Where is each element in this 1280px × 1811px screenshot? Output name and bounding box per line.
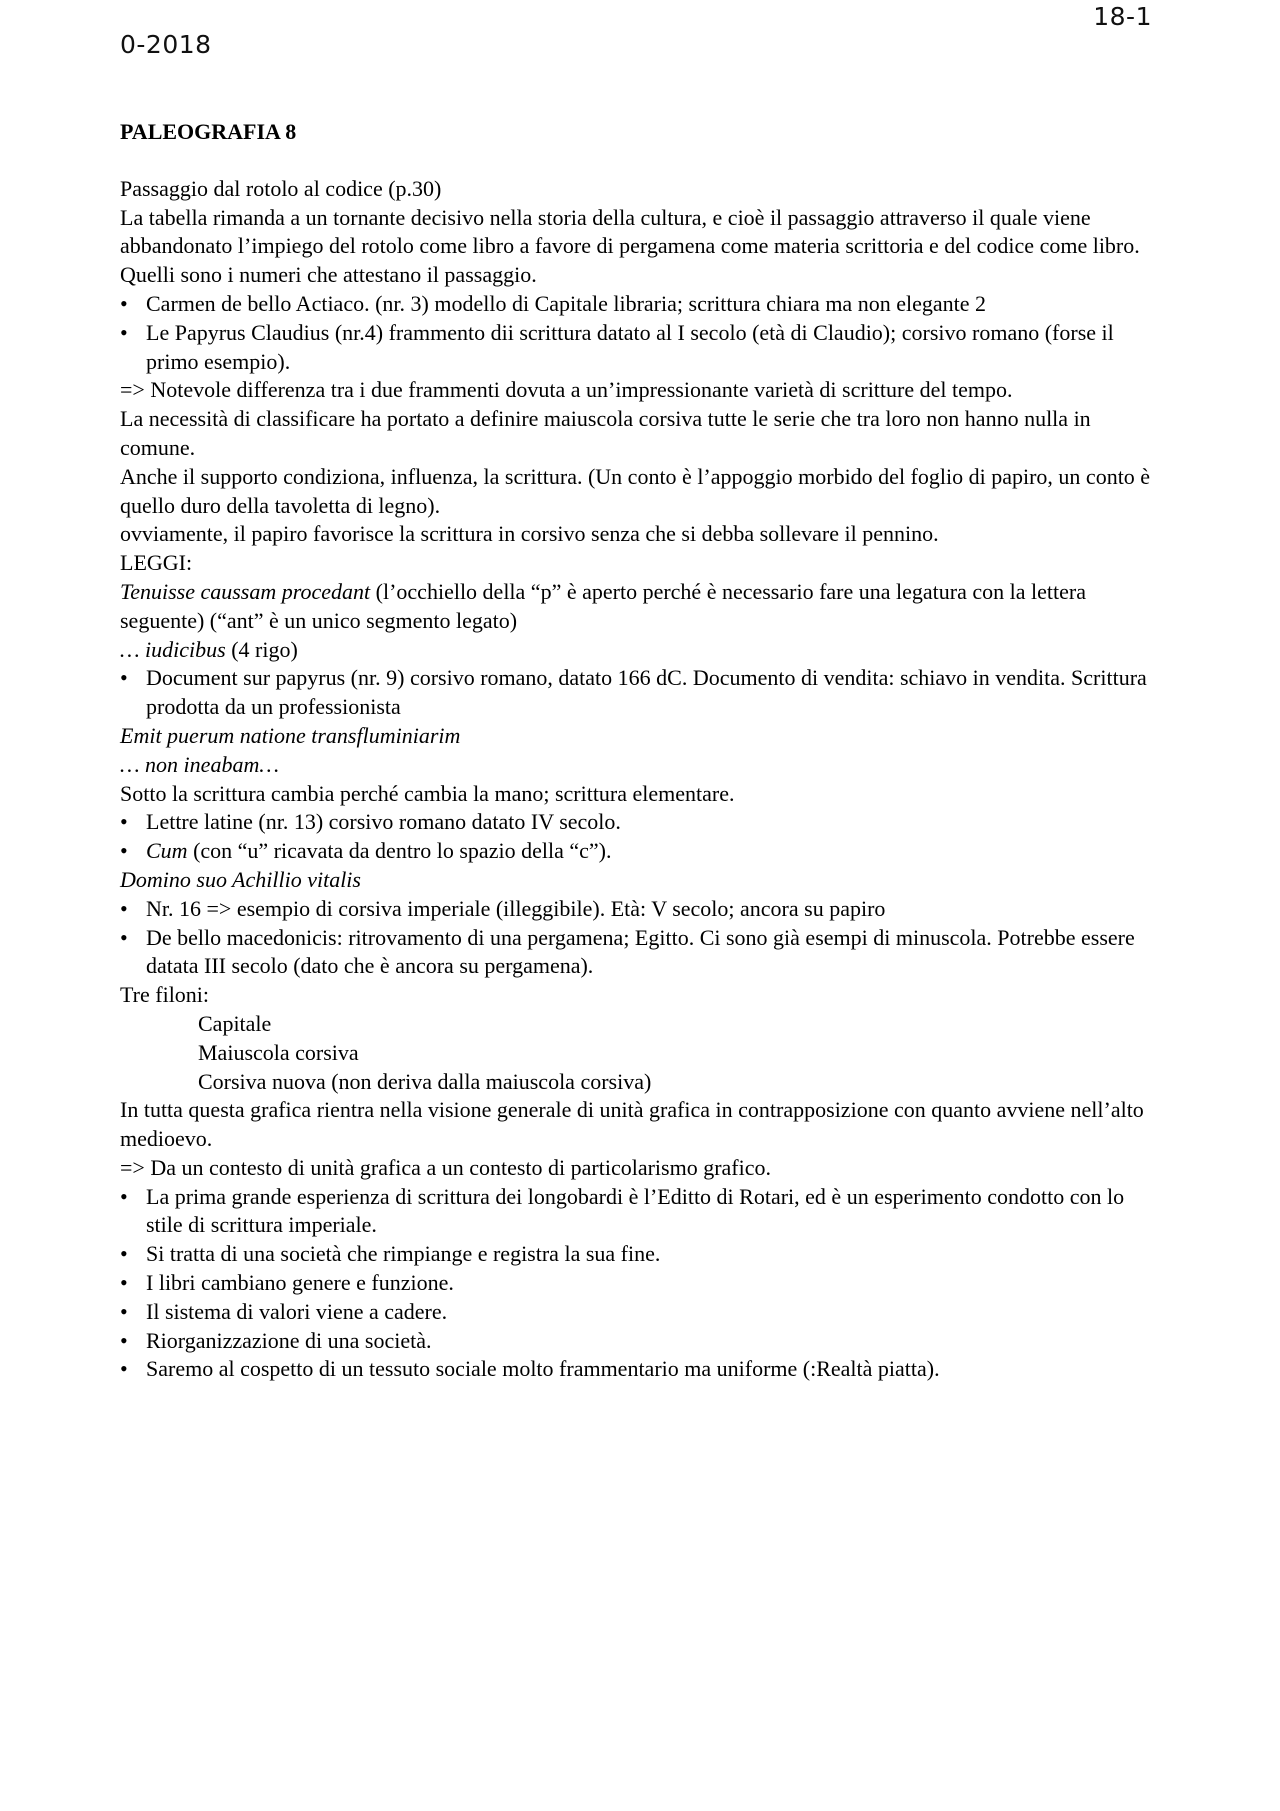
bullet-icon: • <box>120 809 128 835</box>
bullet-text: Saremo al cospetto di un tessuto sociale molto frammentario ma uniforme (:Realtà piatta). <box>146 1356 940 1382</box>
bullet-item <box>120 1327 1160 1356</box>
header-page-number: 18-1 <box>1093 2 1152 31</box>
bullet-item <box>120 808 1160 837</box>
bullet-icon: • <box>120 838 128 864</box>
indented-item: Corsiva nuova (non deriva dalla maiuscola corsiva) <box>198 1068 652 1094</box>
document-body <box>120 118 1160 1384</box>
paragraph: Sotto la scrittura cambia perché cambia la mano; scrittura elementare. <box>120 780 735 806</box>
bullet-item <box>120 1298 1160 1327</box>
bullet-text: Document sur papyrus (nr. 9) corsivo romano, datato 166 dC. Documento di vendita: schiavo in vendita. Scrittura prodotta da un professionista <box>146 665 1147 720</box>
bullet-text: Le Papyrus Claudius (nr.4) frammento dii scrittura datato al I secolo (età di Claudio); corsivo romano (forse il primo esempio). <box>146 319 1114 374</box>
bullet-text: (con “u” ricavata da dentro lo spazio della “c”). <box>187 838 612 864</box>
bullet-text: De bello macedonicis: ritrovamento di una pergamena; Egitto. Ci sono già esempi di minuscola. Potrebbe essere datata III secolo (dato che è ancora su pergamena). <box>146 924 1135 979</box>
paragraph-text: (4 rigo) <box>225 636 298 662</box>
bullet-item <box>120 1183 1160 1241</box>
bullet-icon: • <box>120 665 128 691</box>
bullet-icon: • <box>120 1298 128 1324</box>
header-date: 0-2018 <box>120 30 212 59</box>
bullet-item <box>120 290 1160 319</box>
paragraph: In tutta questa grafica rientra nella visione generale di unità grafica in contrapposizione con quanto avviene nell’alto medioevo. <box>120 1097 1144 1152</box>
bullet-item <box>120 1355 1160 1384</box>
bullet-icon: • <box>120 1241 128 1267</box>
bullet-item <box>120 924 1160 982</box>
bullet-item <box>120 1269 1160 1298</box>
paragraph: => Notevole differenza tra i due frammenti dovuta a un’impressionante varietà di scritture del tempo. <box>120 377 1013 403</box>
bullet-icon: • <box>120 924 128 950</box>
bullet-item <box>120 895 1160 924</box>
bullet-item <box>120 664 1160 722</box>
paragraph: La tabella rimanda a un tornante decisivo nella storia della cultura, e cioè il passaggio attraverso il quale viene abbandonato l’impiego del rotolo come libro a favore di pergamena come materia scrittoria e del codice come libro. Quelli sono i numeri che attestano il passaggio. <box>120 204 1140 288</box>
bullet-item <box>120 319 1160 377</box>
paragraph: Anche il supporto condiziona, influenza, la scrittura. (Un conto è l’appoggio morbido del foglio di papiro, un conto è quello duro della tavoletta di legno). <box>120 463 1151 518</box>
bullet-icon: • <box>120 895 128 921</box>
bullet-icon: • <box>120 319 128 345</box>
paragraph: => Da un contesto di unità grafica a un contesto di particolarismo grafico. <box>120 1154 771 1180</box>
indented-item: Capitale <box>198 1010 272 1036</box>
bullet-text: Carmen de bello Actiaco. (nr. 3) modello di Capitale libraria; scrittura chiara ma non elegante 2 <box>146 290 986 316</box>
paragraph-text: (l’occhiello della “p” è aperto perché è necessario fare una legatura con la lettera seguente) (“ant” è un unico segmento legato) <box>120 578 1086 633</box>
italic-paragraph: … non ineabam… <box>120 751 279 777</box>
paragraph: Passaggio dal rotolo al codice (p.30) <box>120 175 442 201</box>
paragraph: La necessità di classificare ha portato a definire maiuscola corsiva tutte le serie che tra loro non hanno nulla in comune. <box>120 406 1091 460</box>
italic-quote: Tenuisse caussam procedant <box>120 578 371 604</box>
bullet-text: Il sistema di valori viene a cadere. <box>146 1298 448 1324</box>
document-title: PALEOGRAFIA 8 <box>120 119 297 144</box>
bullet-icon: • <box>120 1356 128 1382</box>
paragraph: Tre filoni: <box>120 982 210 1008</box>
bullet-icon: • <box>120 1327 128 1353</box>
bullet-text: I libri cambiano genere e funzione. <box>146 1270 454 1296</box>
bullet-icon: • <box>120 1270 128 1296</box>
italic-paragraph: Domino suo Achillio vitalis <box>120 866 361 892</box>
bullet-item <box>120 837 1160 866</box>
paragraph <box>120 578 1160 636</box>
bullet-text: Lettre latine (nr. 13) corsivo romano datato IV secolo. <box>146 809 621 835</box>
bullet-text: La prima grande esperienza di scrittura dei longobardi è l’Editto di Rotari, ed è un esperimento condotto con lo stile di scrittura imperiale. <box>146 1183 1125 1238</box>
bullet-icon: • <box>120 1183 128 1209</box>
bullet-item <box>120 1240 1160 1269</box>
italic-quote: Cum <box>146 838 188 864</box>
paragraph <box>120 636 1160 665</box>
italic-quote: … iudicibus <box>120 636 226 662</box>
bullet-icon: • <box>120 290 128 316</box>
paragraph: LEGGI: <box>120 550 193 576</box>
paragraph: ovviamente, il papiro favorisce la scrittura in corsivo senza che si debba sollevare il pennino. <box>120 521 939 547</box>
indented-item: Maiuscola corsiva <box>198 1039 359 1065</box>
bullet-text: Si tratta di una società che rimpiange e registra la sua fine. <box>146 1241 661 1267</box>
bullet-text: Riorganizzazione di una società. <box>146 1327 432 1353</box>
bullet-text: Nr. 16 => esempio di corsiva imperiale (illeggibile). Età: V secolo; ancora su papiro <box>146 895 886 921</box>
italic-paragraph: Emit puerum natione transfluminiarim <box>120 722 461 748</box>
